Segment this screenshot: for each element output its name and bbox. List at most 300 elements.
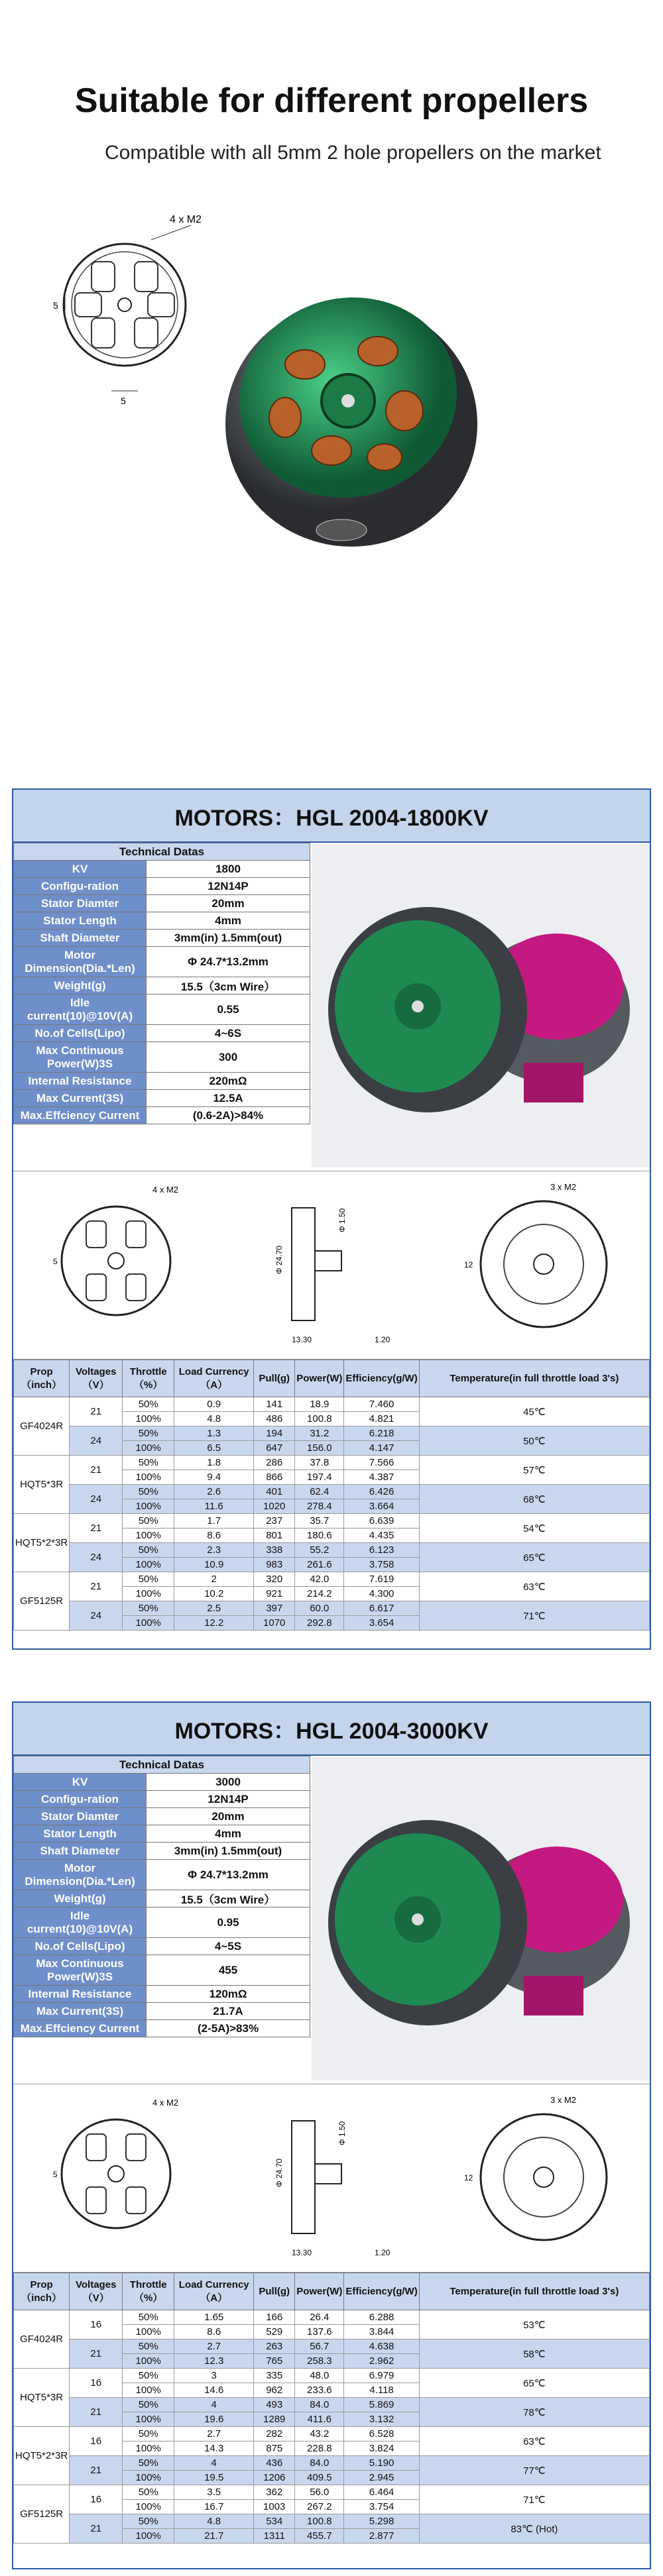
data-cell: 1.65 bbox=[174, 2310, 254, 2325]
data-cell: 50% bbox=[123, 1426, 174, 1441]
spec-row bbox=[14, 1890, 310, 1907]
svg-text:3 x M2: 3 x M2 bbox=[550, 1182, 577, 1192]
spec-value: 21.7A bbox=[147, 2003, 310, 2020]
data-cell: 100% bbox=[123, 1558, 174, 1572]
data-cell: 12.2 bbox=[174, 1616, 254, 1631]
data-cell: 2.5 bbox=[174, 1601, 254, 1616]
spec-row bbox=[14, 1938, 310, 1955]
data-cell: 50% bbox=[123, 2427, 174, 2442]
spec-row bbox=[14, 1107, 310, 1124]
spec-table bbox=[13, 843, 310, 1124]
data-cell: 50% bbox=[123, 2310, 174, 2325]
data-cell: 3.824 bbox=[344, 2442, 419, 2456]
motor-photo-pair bbox=[312, 1757, 650, 2080]
table-row bbox=[14, 2339, 650, 2354]
spec-row bbox=[14, 947, 310, 977]
data-cell: 263 bbox=[254, 2339, 295, 2354]
data-cell: 6.528 bbox=[344, 2427, 419, 2442]
data-cell: 100% bbox=[123, 2354, 174, 2369]
data-cell: 50% bbox=[123, 2369, 174, 2383]
spec-row bbox=[14, 1955, 310, 1986]
data-cell: 10.9 bbox=[174, 1558, 254, 1572]
spec-value: 12N14P bbox=[147, 1791, 310, 1808]
dimension-drawings bbox=[13, 2084, 650, 2273]
spec-row bbox=[14, 1025, 310, 1042]
data-cell: 55.2 bbox=[295, 1543, 344, 1558]
data-cell: 436 bbox=[254, 2456, 295, 2471]
data-cell: 100% bbox=[123, 2442, 174, 2456]
data-cell: 647 bbox=[254, 1441, 295, 1456]
data-cell: 100% bbox=[123, 2471, 174, 2485]
data-cell: 50% bbox=[123, 2456, 174, 2471]
temperature-cell: 77℃ bbox=[419, 2456, 649, 2485]
spec-row bbox=[14, 861, 310, 878]
data-cell: 21.7 bbox=[174, 2529, 254, 2544]
spec-value: 1800 bbox=[147, 861, 310, 878]
data-cell: 362 bbox=[254, 2485, 295, 2500]
data-cell: 2 bbox=[174, 1572, 254, 1587]
data-cell: 84.0 bbox=[295, 2398, 344, 2412]
column-header: Temperature(in full throttle load 3's) bbox=[419, 1360, 649, 1397]
data-cell: 411.6 bbox=[295, 2412, 344, 2427]
spec-row bbox=[14, 2020, 310, 2037]
prop-cell: HQT5*2*3R bbox=[14, 1514, 70, 1572]
svg-text:Φ 1.50: Φ 1.50 bbox=[337, 2121, 347, 2145]
data-cell: 37.8 bbox=[295, 1456, 344, 1470]
data-cell: 6.979 bbox=[344, 2369, 419, 2383]
table-row bbox=[14, 1572, 650, 1587]
data-cell: 237 bbox=[254, 1514, 295, 1529]
voltage-cell: 21 bbox=[70, 2456, 123, 2485]
data-cell: 56.0 bbox=[295, 2485, 344, 2500]
data-cell: 16.7 bbox=[174, 2500, 254, 2514]
column-header: Power(W) bbox=[295, 1360, 344, 1397]
motor-photo-green bbox=[212, 278, 491, 557]
data-cell: 2.945 bbox=[344, 2471, 419, 2485]
data-cell: 3 bbox=[174, 2369, 254, 2383]
voltage-cell: 21 bbox=[70, 1456, 123, 1485]
svg-text:5: 5 bbox=[53, 1257, 58, 1266]
voltage-cell: 21 bbox=[70, 2339, 123, 2369]
data-cell: 4.387 bbox=[344, 1470, 419, 1485]
voltage-cell: 21 bbox=[70, 1514, 123, 1543]
spec-key: Stator Diamter bbox=[14, 895, 147, 912]
voltage-cell: 24 bbox=[70, 1485, 123, 1514]
column-header: Prop（inch） bbox=[14, 1360, 70, 1397]
data-cell: 43.2 bbox=[295, 2427, 344, 2442]
data-cell: 50% bbox=[123, 1456, 174, 1470]
data-cell: 84.0 bbox=[295, 2456, 344, 2471]
spec-key: Configu-ration bbox=[14, 1791, 147, 1808]
spec-key: Motor Dimension(Dia.*Len) bbox=[14, 1860, 147, 1890]
data-cell: 6.218 bbox=[344, 1426, 419, 1441]
spec-key: Max Continuous Power(W)3S bbox=[14, 1042, 147, 1073]
data-cell: 100.8 bbox=[295, 1412, 344, 1426]
svg-text:13.30: 13.30 bbox=[292, 1335, 312, 1344]
svg-text:5: 5 bbox=[53, 2170, 58, 2179]
prop-cell: HQT5*2*3R bbox=[14, 2427, 70, 2485]
spec-key: No.of Cells(Lipo) bbox=[14, 1025, 147, 1042]
data-cell: 11.6 bbox=[174, 1499, 254, 1514]
table-row bbox=[14, 2427, 650, 2442]
column-header: Pull(g) bbox=[254, 1360, 295, 1397]
hero-subtitle: Compatible with all 5mm 2 hole propellers on the market bbox=[105, 142, 601, 164]
data-cell: 4.821 bbox=[344, 1412, 419, 1426]
data-cell: 4.118 bbox=[344, 2383, 419, 2398]
data-cell: 50% bbox=[123, 2339, 174, 2354]
spec-row bbox=[14, 1907, 310, 1938]
data-cell: 1020 bbox=[254, 1499, 295, 1514]
spec-key: Max Current(3S) bbox=[14, 2003, 147, 2020]
voltage-cell: 16 bbox=[70, 2310, 123, 2339]
svg-text:Φ 24.70: Φ 24.70 bbox=[274, 2159, 284, 2187]
data-cell: 100.8 bbox=[295, 2514, 344, 2529]
svg-text:4 x M2: 4 x M2 bbox=[152, 1185, 179, 1195]
temperature-cell: 63℃ bbox=[419, 1572, 649, 1601]
data-cell: 50% bbox=[123, 1543, 174, 1558]
data-cell: 2.7 bbox=[174, 2339, 254, 2354]
data-cell: 4.147 bbox=[344, 1441, 419, 1456]
data-cell: 5.869 bbox=[344, 2398, 419, 2412]
data-cell: 50% bbox=[123, 2514, 174, 2529]
voltage-cell: 16 bbox=[70, 2369, 123, 2398]
data-cell: 100% bbox=[123, 1441, 174, 1456]
data-cell: 261.6 bbox=[295, 1558, 344, 1572]
spec-value: 3mm(in) 1.5mm(out) bbox=[147, 930, 310, 947]
data-cell: 534 bbox=[254, 2514, 295, 2529]
data-cell: 866 bbox=[254, 1470, 295, 1485]
prop-cell: GF4024R bbox=[14, 1397, 70, 1456]
svg-text:5: 5 bbox=[121, 396, 126, 406]
svg-text:1.20: 1.20 bbox=[375, 1335, 391, 1344]
data-cell: 48.0 bbox=[295, 2369, 344, 2383]
data-cell: 3.758 bbox=[344, 1558, 419, 1572]
column-header: Load Currency（A） bbox=[174, 2273, 254, 2310]
data-cell: 1206 bbox=[254, 2471, 295, 2485]
spec-key: No.of Cells(Lipo) bbox=[14, 1938, 147, 1955]
temperature-cell: 63℃ bbox=[419, 2427, 649, 2456]
data-cell: 6.639 bbox=[344, 1514, 419, 1529]
spec-key: Weight(g) bbox=[14, 1890, 147, 1907]
temperature-cell: 83℃ (Hot) bbox=[419, 2514, 649, 2544]
table-row bbox=[14, 2456, 650, 2471]
data-cell: 962 bbox=[254, 2383, 295, 2398]
table-row bbox=[14, 2398, 650, 2412]
table-row bbox=[14, 2514, 650, 2529]
data-cell: 409.5 bbox=[295, 2471, 344, 2485]
data-cell: 4 bbox=[174, 2456, 254, 2471]
data-cell: 2.7 bbox=[174, 2427, 254, 2442]
spec-key: KV bbox=[14, 861, 147, 878]
temperature-cell: 57℃ bbox=[419, 1456, 649, 1485]
data-cell: 4.8 bbox=[174, 2514, 254, 2529]
column-header: Load Currency（A） bbox=[174, 1360, 254, 1397]
data-cell: 1.3 bbox=[174, 1426, 254, 1441]
spec-row bbox=[14, 994, 310, 1025]
data-cell: 10.2 bbox=[174, 1587, 254, 1601]
data-cell: 197.4 bbox=[295, 1470, 344, 1485]
performance-table bbox=[13, 1360, 650, 1631]
data-cell: 194 bbox=[254, 1426, 295, 1441]
spec-key: Stator Diamter bbox=[14, 1808, 147, 1825]
data-cell: 6.5 bbox=[174, 1441, 254, 1456]
data-cell: 100% bbox=[123, 2500, 174, 2514]
column-header: Prop（inch） bbox=[14, 2273, 70, 2310]
spec-key: Idle current(10)@10V(A) bbox=[14, 1907, 147, 1938]
voltage-cell: 24 bbox=[70, 1601, 123, 1631]
data-cell: 5.298 bbox=[344, 2514, 419, 2529]
spec-value: 4~6S bbox=[147, 1025, 310, 1042]
data-cell: 8.6 bbox=[174, 1529, 254, 1543]
data-cell: 6.617 bbox=[344, 1601, 419, 1616]
spec-value: 0.55 bbox=[147, 994, 310, 1025]
svg-text:12: 12 bbox=[464, 1260, 473, 1269]
table-row bbox=[14, 2369, 650, 2383]
prop-cell: GF5125R bbox=[14, 1572, 70, 1631]
data-cell: 100% bbox=[123, 1470, 174, 1485]
data-cell: 100% bbox=[123, 2412, 174, 2427]
panel-title: MOTORS：HGL 2004-3000KV bbox=[13, 1703, 650, 1756]
data-cell: 6.123 bbox=[344, 1543, 419, 1558]
spec-row bbox=[14, 1774, 310, 1791]
table-row bbox=[14, 1543, 650, 1558]
spec-header: Technical Datas bbox=[14, 843, 310, 861]
temperature-cell: 53℃ bbox=[419, 2310, 649, 2339]
data-cell: 6.426 bbox=[344, 1485, 419, 1499]
data-cell: 7.460 bbox=[344, 1397, 419, 1412]
data-cell: 292.8 bbox=[295, 1616, 344, 1631]
data-cell: 2.877 bbox=[344, 2529, 419, 2544]
voltage-cell: 21 bbox=[70, 1572, 123, 1601]
spec-row bbox=[14, 1791, 310, 1808]
data-cell: 18.9 bbox=[295, 1397, 344, 1412]
column-header: Voltages（V） bbox=[70, 2273, 123, 2310]
spec-key: Weight(g) bbox=[14, 977, 147, 994]
spec-key: Max Current(3S) bbox=[14, 1090, 147, 1107]
table-row bbox=[14, 1514, 650, 1529]
spec-row bbox=[14, 1073, 310, 1090]
column-header: Voltages（V） bbox=[70, 1360, 123, 1397]
spec-key: Idle current(10)@10V(A) bbox=[14, 994, 147, 1025]
data-cell: 7.566 bbox=[344, 1456, 419, 1470]
data-cell: 50% bbox=[123, 1397, 174, 1412]
spec-value: 455 bbox=[147, 1955, 310, 1986]
data-cell: 100% bbox=[123, 2325, 174, 2339]
data-cell: 100% bbox=[123, 1587, 174, 1601]
temperature-cell: 58℃ bbox=[419, 2339, 649, 2369]
voltage-cell: 21 bbox=[70, 1397, 123, 1426]
data-cell: 921 bbox=[254, 1587, 295, 1601]
data-cell: 983 bbox=[254, 1558, 295, 1572]
spec-value: 3000 bbox=[147, 1774, 310, 1791]
spec-row bbox=[14, 2003, 310, 2020]
data-cell: 3.132 bbox=[344, 2412, 419, 2427]
temperature-cell: 71℃ bbox=[419, 1601, 649, 1631]
spec-key: Stator Length bbox=[14, 912, 147, 930]
temperature-cell: 65℃ bbox=[419, 2369, 649, 2398]
spec-value: Φ 24.7*13.2mm bbox=[147, 1860, 310, 1890]
data-cell: 100% bbox=[123, 2383, 174, 2398]
voltage-cell: 24 bbox=[70, 1543, 123, 1572]
data-cell: 1289 bbox=[254, 2412, 295, 2427]
data-cell: 14.6 bbox=[174, 2383, 254, 2398]
spec-row bbox=[14, 878, 310, 895]
data-cell: 6.288 bbox=[344, 2310, 419, 2325]
table-row bbox=[14, 1601, 650, 1616]
data-cell: 62.4 bbox=[295, 1485, 344, 1499]
spec-row bbox=[14, 1042, 310, 1073]
data-cell: 50% bbox=[123, 2485, 174, 2500]
data-cell: 42.0 bbox=[295, 1572, 344, 1587]
data-cell: 1003 bbox=[254, 2500, 295, 2514]
data-cell: 1311 bbox=[254, 2529, 295, 2544]
spec-row bbox=[14, 1986, 310, 2003]
data-cell: 1.7 bbox=[174, 1514, 254, 1529]
data-cell: 233.6 bbox=[295, 2383, 344, 2398]
spec-value: 15.5（3cm Wire） bbox=[147, 1890, 310, 1907]
spec-value: 300 bbox=[147, 1042, 310, 1073]
data-cell: 19.5 bbox=[174, 2471, 254, 2485]
voltage-cell: 16 bbox=[70, 2485, 123, 2514]
column-header: Efficiency(g/W) bbox=[344, 2273, 419, 2310]
data-cell: 100% bbox=[123, 1529, 174, 1543]
dimension-drawings bbox=[13, 1171, 650, 1360]
data-cell: 5.190 bbox=[344, 2456, 419, 2471]
data-cell: 875 bbox=[254, 2442, 295, 2456]
data-cell: 278.4 bbox=[295, 1499, 344, 1514]
data-cell: 100% bbox=[123, 1412, 174, 1426]
motor-panel-3000kv bbox=[12, 1701, 651, 2569]
spec-row bbox=[14, 912, 310, 930]
data-cell: 1.8 bbox=[174, 1456, 254, 1470]
spec-table bbox=[13, 1756, 310, 2037]
spec-row bbox=[14, 895, 310, 912]
data-cell: 486 bbox=[254, 1412, 295, 1426]
table-row bbox=[14, 1426, 650, 1441]
column-header: Throttle（%） bbox=[123, 2273, 174, 2310]
spec-row bbox=[14, 1090, 310, 1107]
spec-value: 4mm bbox=[147, 1825, 310, 1843]
spec-value: 220mΩ bbox=[147, 1073, 310, 1090]
data-cell: 765 bbox=[254, 2354, 295, 2369]
data-cell: 7.619 bbox=[344, 1572, 419, 1587]
data-cell: 4.8 bbox=[174, 1412, 254, 1426]
data-cell: 1070 bbox=[254, 1616, 295, 1631]
data-cell: 50% bbox=[123, 1572, 174, 1587]
spec-key: Max Continuous Power(W)3S bbox=[14, 1955, 147, 1986]
spec-value: 15.5（3cm Wire） bbox=[147, 977, 310, 994]
data-cell: 338 bbox=[254, 1543, 295, 1558]
table-row bbox=[14, 1397, 650, 1412]
spec-row bbox=[14, 1843, 310, 1860]
spec-row bbox=[14, 1825, 310, 1843]
data-cell: 35.7 bbox=[295, 1514, 344, 1529]
temperature-cell: 54℃ bbox=[419, 1514, 649, 1543]
data-cell: 141 bbox=[254, 1397, 295, 1412]
spec-value: 20mm bbox=[147, 895, 310, 912]
column-header: Throttle（%） bbox=[123, 1360, 174, 1397]
data-cell: 2.962 bbox=[344, 2354, 419, 2369]
data-cell: 2.6 bbox=[174, 1485, 254, 1499]
data-cell: 335 bbox=[254, 2369, 295, 2383]
data-cell: 31.2 bbox=[295, 1426, 344, 1441]
data-cell: 26.4 bbox=[295, 2310, 344, 2325]
data-cell: 12.3 bbox=[174, 2354, 254, 2369]
svg-text:Φ 24.70: Φ 24.70 bbox=[274, 1246, 284, 1274]
svg-text:Φ 1.50: Φ 1.50 bbox=[337, 1208, 347, 1232]
data-cell: 50% bbox=[123, 1485, 174, 1499]
temperature-cell: 78℃ bbox=[419, 2398, 649, 2427]
holes-label: 4 x M2 bbox=[170, 214, 202, 225]
voltage-cell: 21 bbox=[70, 2398, 123, 2427]
column-header: Temperature(in full throttle load 3's) bbox=[419, 2273, 649, 2310]
data-cell: 50% bbox=[123, 2398, 174, 2412]
svg-text:13.30: 13.30 bbox=[292, 2248, 312, 2257]
prop-cell: HQT5*3R bbox=[14, 1456, 70, 1514]
data-cell: 137.6 bbox=[295, 2325, 344, 2339]
data-cell: 8.6 bbox=[174, 2325, 254, 2339]
spec-key: Stator Length bbox=[14, 1825, 147, 1843]
svg-text:4 x M2: 4 x M2 bbox=[152, 2098, 179, 2108]
data-cell: 100% bbox=[123, 2529, 174, 2544]
spec-row bbox=[14, 1860, 310, 1890]
data-cell: 3.654 bbox=[344, 1616, 419, 1631]
data-cell: 228.8 bbox=[295, 2442, 344, 2456]
data-cell: 214.2 bbox=[295, 1587, 344, 1601]
data-cell: 3.664 bbox=[344, 1499, 419, 1514]
spec-key: Motor Dimension(Dia.*Len) bbox=[14, 947, 147, 977]
spec-value: 120mΩ bbox=[147, 1986, 310, 2003]
spec-value: 0.95 bbox=[147, 1907, 310, 1938]
data-cell: 56.7 bbox=[295, 2339, 344, 2354]
data-cell: 455.7 bbox=[295, 2529, 344, 2544]
table-row bbox=[14, 2310, 650, 2325]
svg-text:12: 12 bbox=[464, 2173, 473, 2182]
column-header: Efficiency(g/W) bbox=[344, 1360, 419, 1397]
data-cell: 50% bbox=[123, 1601, 174, 1616]
spec-key: Max.Effciency Current bbox=[14, 2020, 147, 2037]
spec-key: KV bbox=[14, 1774, 147, 1791]
data-cell: 3.754 bbox=[344, 2500, 419, 2514]
column-header: Power(W) bbox=[295, 2273, 344, 2310]
motor-photo-pair bbox=[312, 844, 650, 1167]
data-cell: 14.3 bbox=[174, 2442, 254, 2456]
spec-value: (2-5A)>83% bbox=[147, 2020, 310, 2037]
prop-cell: HQT5*3R bbox=[14, 2369, 70, 2427]
spec-key: Max.Effciency Current bbox=[14, 1107, 147, 1124]
table-row bbox=[14, 1456, 650, 1470]
temperature-cell: 68℃ bbox=[419, 1485, 649, 1514]
spec-value: 3mm(in) 1.5mm(out) bbox=[147, 1843, 310, 1860]
data-cell: 4.638 bbox=[344, 2339, 419, 2354]
data-cell: 267.2 bbox=[295, 2500, 344, 2514]
spec-key: Internal Resistance bbox=[14, 1986, 147, 2003]
spec-row bbox=[14, 930, 310, 947]
spec-row bbox=[14, 1808, 310, 1825]
spec-key: Configu-ration bbox=[14, 878, 147, 895]
data-cell: 0.9 bbox=[174, 1397, 254, 1412]
data-cell: 801 bbox=[254, 1529, 295, 1543]
spec-value: Φ 24.7*13.2mm bbox=[147, 947, 310, 977]
spec-value: (0.6-2A)>84% bbox=[147, 1107, 310, 1124]
spec-key: Shaft Diameter bbox=[14, 1843, 147, 1860]
data-cell: 166 bbox=[254, 2310, 295, 2325]
data-cell: 3.5 bbox=[174, 2485, 254, 2500]
data-cell: 4.435 bbox=[344, 1529, 419, 1543]
spec-value: 4mm bbox=[147, 912, 310, 930]
data-cell: 180.6 bbox=[295, 1529, 344, 1543]
svg-text:5: 5 bbox=[53, 300, 58, 311]
